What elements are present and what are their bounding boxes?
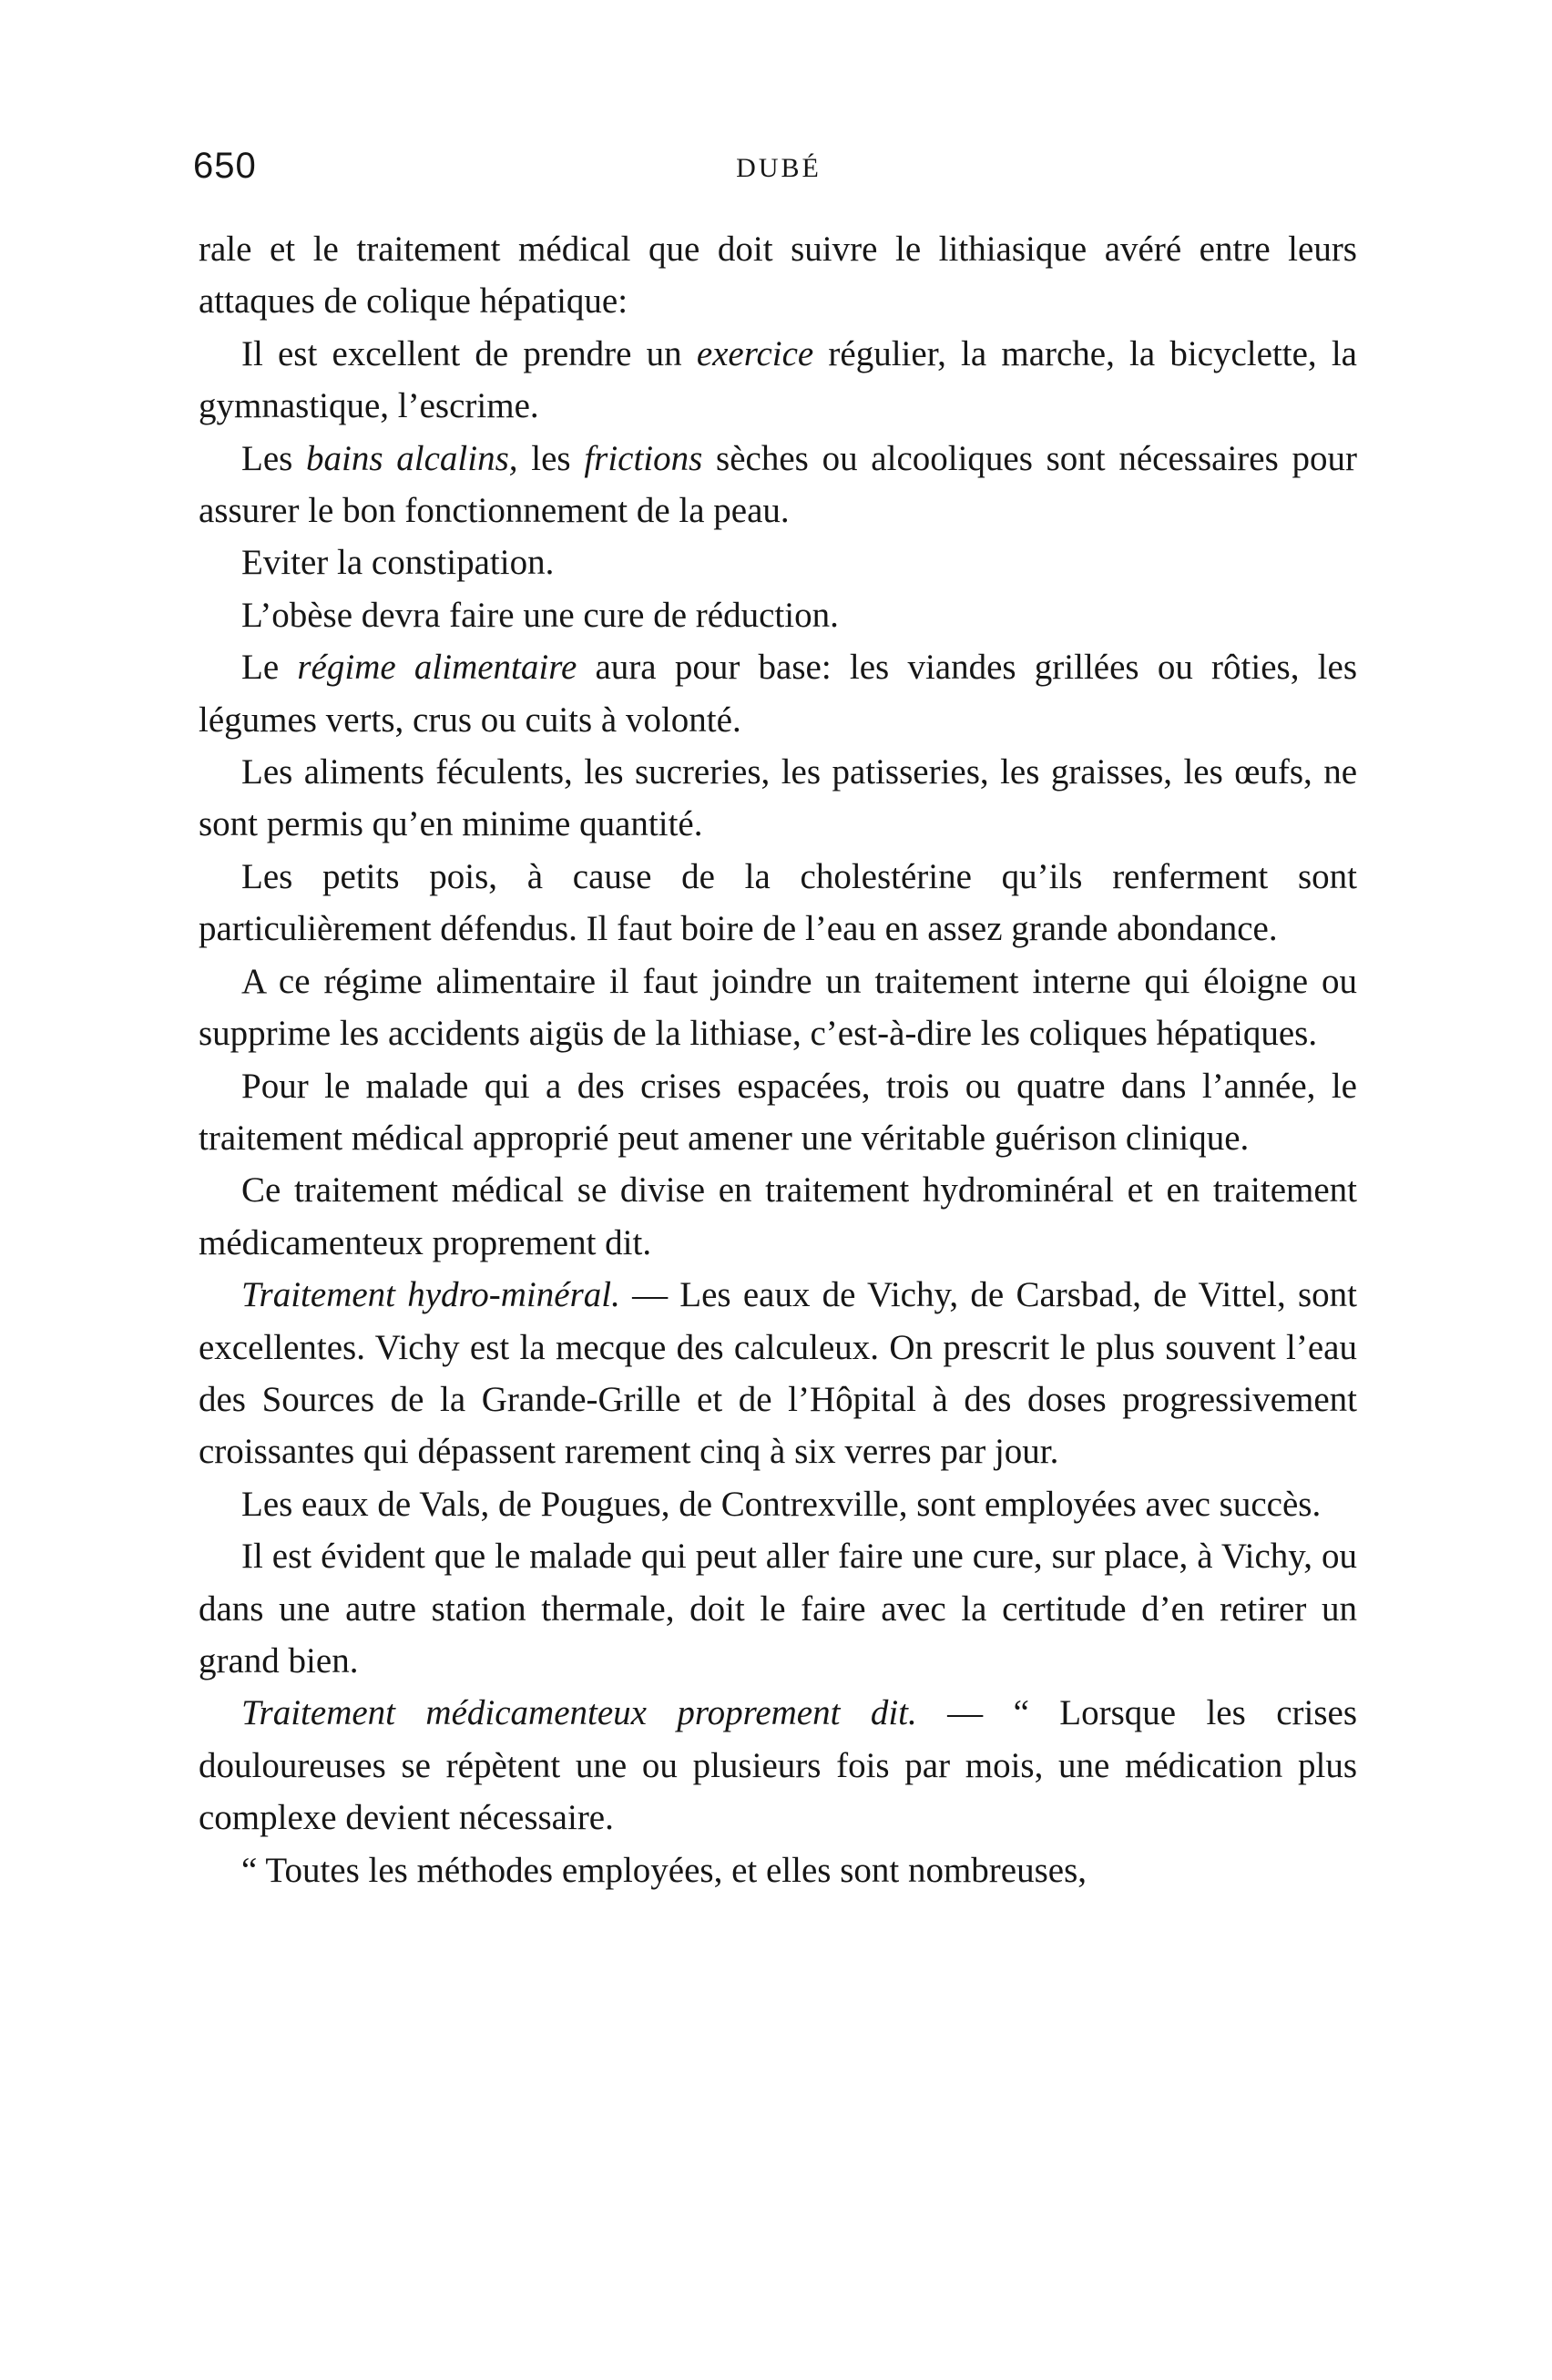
text-run: régulier, la marche, la bicyclette, la gymnastique, l’escrime. [199, 333, 1357, 426]
text-run: aura pour base: les viandes grillées ou rôties, les légumes verts, crus ou cuits à volonté. [199, 648, 1358, 740]
text-run: les [517, 438, 585, 478]
paragraph-spaced-crises: Pour le malade qui a des crises espacées, trois ou quatre dans l’année, le traitement médical approprié peut amener une véritable guérison clinique. [199, 1066, 1357, 1158]
paragraph-continuation: rale et le traitement médical que doit suivre le lithiasique avéré entre leurs attaques de colique hépatique: [199, 230, 1357, 322]
running-title: DUBÉ [736, 153, 822, 183]
text-run: sèches ou alcooliques sont nécessaires pour assurer le bon fonctionnement de la peau. [199, 438, 1357, 531]
italic-heading: Traitement hydro-minéral. [241, 1275, 620, 1315]
paragraph-on-site-cure: Il est évident que le malade qui peut aller faire une cure, sur place, à Vichy, ou dans une autre station thermale, doit le faire avec la certitude d’en retirer un grand bien. [199, 1537, 1357, 1680]
paragraph-constipation: Eviter la constipation. [241, 543, 555, 583]
paragraph-treatment-division: Ce traitement médical se divise en traitement hydrominéral et en traitement médicamenteux proprement dit. [199, 1170, 1357, 1262]
paragraph-baths [199, 433, 1357, 537]
italic-term: frictions [584, 438, 703, 478]
paragraph-methods: “ Toutes les méthodes employées, et elles sont nombreuses, [241, 1850, 1087, 1890]
paragraph-medicamentous [199, 1687, 1357, 1844]
text-run: Les [241, 438, 307, 478]
paragraph-obese: L’obèse devra faire une cure de réduction. [241, 595, 839, 635]
italic-heading: Traitement médicamenteux proprement dit. [241, 1693, 917, 1733]
text-run: — “ Lorsque les crises douloureuses se répètent une ou plusieurs fois par mois, une médication plus complexe devient nécessaire. [199, 1693, 1357, 1838]
text-run: Il est excellent de prendre un [241, 333, 697, 373]
paragraph-diet [199, 641, 1357, 746]
running-head [193, 146, 1364, 200]
text-run: — Les eaux de Vichy, de Carsbad, de Vittel, sont excellentes. Vichy est la mecque des calculeux. On prescrit le plus souvent l’eau des Sources de la Grande-Grille et de l’Hôpital à des doses progressivement croissantes qui dépassent rarement cinq à six verres par jour. [199, 1275, 1358, 1472]
paragraph-hydromineral [199, 1269, 1357, 1478]
paragraph-internal-treatment: A ce régime alimentaire il faut joindre un traitement interne qui éloigne ou supprime les accidents aigüs de la lithiase, c’est-à-dire les coliques hépatiques. [199, 961, 1357, 1054]
paragraph-peas: Les petits pois, à cause de la cholestérine qu’ils renferment sont particulièrement défendus. Il faut boire de l’eau en assez grande abondance. [199, 856, 1357, 949]
italic-term: bains alcalins, [306, 438, 518, 478]
italic-term: exercice [696, 333, 814, 373]
paragraph-exercise [199, 328, 1357, 433]
body-text [199, 223, 1357, 1896]
text-run: Le [241, 648, 298, 688]
paragraph-foods: Les aliments féculents, les sucreries, les patisseries, les graisses, les œufs, ne sont permis qu’en minime quantité. [199, 752, 1357, 844]
paragraph-vals-waters: Les eaux de Vals, de Pougues, de Contrexville, sont employées avec succès. [241, 1484, 1322, 1524]
page-number: 650 [193, 146, 257, 186]
italic-term: régime alimentaire [297, 648, 577, 688]
